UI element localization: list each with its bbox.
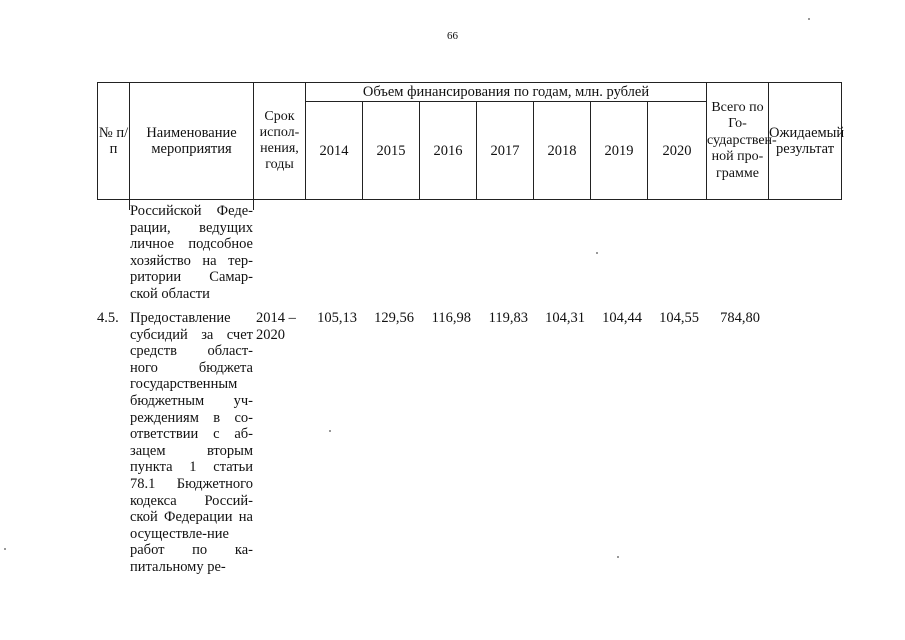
header-year: 2019 bbox=[591, 102, 648, 200]
scan-speck bbox=[808, 18, 810, 20]
row-value: 119,83 bbox=[488, 310, 528, 326]
continuation-text: Российской Феде-рации, ведущих личное подсобное хозяйство на тер-ритории Самар-ской области bbox=[130, 203, 253, 302]
header-total: Всего по Го-сударствен-ной про-грамме bbox=[707, 83, 769, 200]
row-value: 129,56 bbox=[374, 310, 414, 326]
row-value: 104,55 bbox=[659, 310, 699, 326]
header-year: 2020 bbox=[648, 102, 707, 200]
row-value: 105,13 bbox=[317, 310, 357, 326]
header-year: 2018 bbox=[534, 102, 591, 200]
header-funding-group: Объем финансирования по годам, млн. рублей bbox=[306, 83, 707, 102]
row-value: 116,98 bbox=[431, 310, 471, 326]
scan-speck bbox=[596, 252, 598, 254]
row-total: 784,80 bbox=[720, 310, 760, 326]
header-term: Срок испол-нения, годы bbox=[254, 83, 306, 200]
row-value: 104,31 bbox=[545, 310, 585, 326]
header-name: Наименование мероприятия bbox=[130, 83, 254, 200]
scan-speck bbox=[4, 548, 6, 550]
header-result: Ожидаемый результат bbox=[769, 83, 842, 200]
row-value: 104,44 bbox=[602, 310, 642, 326]
header-year: 2015 bbox=[363, 102, 420, 200]
scan-speck bbox=[329, 430, 331, 432]
header-number: № п/п bbox=[98, 83, 130, 200]
header-year: 2017 bbox=[477, 102, 534, 200]
table-header bbox=[97, 82, 845, 200]
page-number: 66 bbox=[447, 30, 458, 42]
row-term: 2014 – 2020 bbox=[256, 310, 296, 343]
scan-speck bbox=[617, 556, 619, 558]
border-line bbox=[253, 199, 254, 210]
row-number: 4.5. bbox=[97, 310, 119, 326]
header-year: 2014 bbox=[306, 102, 363, 200]
row-name: Предоставление субсидий за счет средств област-ного бюджета государственным бюджетным уч-реждениям в со-ответствии с аб-зацем вторым пункта 1 статьи 78.1 Бюджетного кодекса Россий-ской Федерации на осуществле-ние работ по ка-питальному ре- bbox=[130, 310, 253, 575]
header-year: 2016 bbox=[420, 102, 477, 200]
